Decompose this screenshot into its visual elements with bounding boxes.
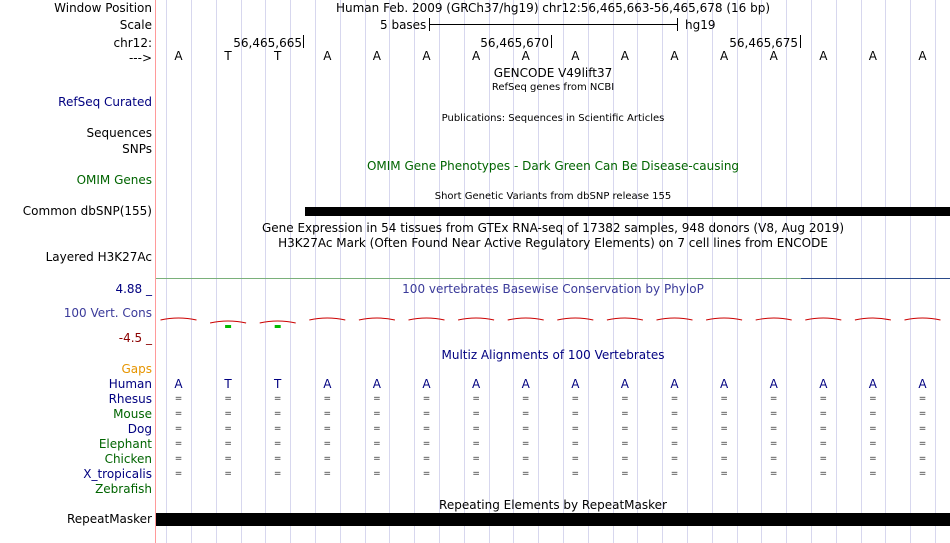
alignment-match-symbol: = — [720, 439, 728, 449]
gencode-track-title[interactable]: GENCODE V49lift37 — [493, 66, 613, 80]
human-alignment-base: T — [224, 377, 232, 391]
phylop-track-label[interactable]: 100 Vert. Cons — [63, 306, 152, 320]
alignment-match-symbol: = — [621, 469, 629, 479]
species-label-zebrafish[interactable]: Zebrafish — [95, 482, 152, 496]
phylop-max-label: 4.88 _ — [115, 282, 152, 296]
alignment-match-symbol: = — [819, 409, 828, 419]
phylop-value-mark — [855, 318, 891, 320]
alignment-match-symbol: = — [174, 439, 183, 449]
repeatmasker-track-title: Repeating Elements by RepeatMasker — [439, 498, 667, 512]
sequences-track-label[interactable]: Sequences — [86, 126, 152, 140]
alignment-match-symbol: = — [373, 469, 381, 479]
alignment-match-symbol: = — [224, 469, 232, 479]
scale-bar — [429, 24, 677, 25]
alignment-match-symbol: = — [670, 409, 679, 419]
repeatmasker-track-label[interactable]: RepeatMasker — [66, 512, 152, 526]
alignment-match-symbol: = — [918, 409, 927, 419]
strand-label: ---> — [128, 51, 152, 65]
alignment-match-symbol: = — [769, 409, 778, 419]
alignment-match-symbol: = — [174, 409, 183, 419]
base-letter: A — [769, 49, 778, 63]
alignment-match-symbol: = — [571, 469, 580, 479]
phylop-wiggle-svg — [0, 312, 950, 332]
alignment-match-symbol: = — [273, 409, 282, 419]
alignment-match-symbol: = — [472, 424, 480, 434]
alignment-match-symbol: = — [422, 409, 431, 419]
base-letter: A — [521, 49, 530, 63]
coordinate-tick-mark-1 — [303, 35, 304, 48]
alignment-match-symbol: = — [323, 454, 332, 464]
human-alignment-base: A — [571, 377, 580, 391]
scale-bar-left-tick — [429, 18, 430, 31]
phylop-signal — [0, 312, 950, 332]
repeatmasker-feature-bar[interactable] — [156, 513, 950, 526]
phylop-value-mark — [706, 318, 742, 320]
human-alignment-base: A — [174, 377, 183, 391]
alignment-match-symbol: = — [571, 409, 580, 419]
human-alignment-base: A — [819, 377, 828, 391]
scale-bar-right-tick — [677, 18, 678, 31]
alignment-match-symbol: = — [918, 394, 927, 404]
chromosome-label: chr12: — [113, 36, 152, 50]
base-letter: A — [571, 49, 580, 63]
alignment-match-symbol: = — [869, 394, 877, 404]
alignment-match-symbol: = — [323, 439, 332, 449]
phylop-value-mark — [161, 318, 197, 320]
phylop-value-mark — [409, 318, 445, 320]
alignment-match-symbol: = — [174, 394, 183, 404]
human-alignment-base: A — [521, 377, 530, 391]
assembly-label: hg19 — [685, 18, 716, 32]
human-alignment-base: A — [670, 377, 679, 391]
alignment-match-symbol: = — [571, 424, 580, 434]
species-label-mouse[interactable]: Mouse — [113, 407, 152, 421]
base-letter: A — [422, 49, 431, 63]
phylop-min-label: -4.5 _ — [118, 331, 152, 345]
omim-track-label[interactable]: OMIM Genes — [76, 173, 152, 187]
alignment-match-symbol: = — [720, 409, 728, 419]
phylop-value-mark — [557, 318, 593, 320]
scale-label: Scale — [119, 18, 152, 32]
phylop-value-mark — [756, 318, 792, 320]
alignment-match-symbol: = — [472, 409, 480, 419]
alignment-match-symbol: = — [819, 454, 828, 464]
alignment-match-symbol: = — [373, 409, 381, 419]
alignment-match-symbol: = — [422, 394, 431, 404]
alignment-match-symbol: = — [273, 439, 282, 449]
alignment-match-symbol: = — [224, 454, 232, 464]
alignment-match-symbol: = — [769, 454, 778, 464]
phylop-value-mark — [458, 318, 494, 320]
alignment-match-symbol: = — [819, 394, 828, 404]
multiz-track-title: Multiz Alignments of 100 Vertebrates — [441, 348, 665, 362]
alignment-match-symbol: = — [670, 424, 679, 434]
alignment-match-symbol: = — [720, 469, 728, 479]
alignment-match-symbol: = — [670, 439, 679, 449]
base-sequence-row — [0, 49, 950, 65]
alignment-match-symbol: = — [422, 454, 431, 464]
base-letter: A — [918, 49, 927, 63]
alignment-match-symbol: = — [670, 394, 679, 404]
phylop-value-mark — [508, 318, 544, 320]
human-alignment-base: A — [372, 377, 381, 391]
alignment-match-symbol: = — [472, 454, 480, 464]
human-alignment-base: T — [274, 377, 282, 391]
gaps-label: Gaps — [121, 362, 152, 376]
scale-bar-text: 5 bases — [380, 18, 427, 32]
alignment-match-symbol: = — [422, 424, 431, 434]
alignment-match-symbol: = — [621, 424, 629, 434]
human-alignment-base: A — [422, 377, 431, 391]
alignment-match-symbol: = — [819, 439, 828, 449]
alignment-match-symbol: = — [869, 424, 877, 434]
alignment-match-symbol: = — [273, 454, 282, 464]
alignment-match-symbol: = — [670, 454, 679, 464]
alignment-match-symbol: = — [869, 439, 877, 449]
coordinate-tick-1: 56,465,665 — [233, 36, 302, 50]
alignment-match-symbol: = — [521, 439, 530, 449]
alignment-match-symbol: = — [918, 424, 927, 434]
alignment-match-symbol: = — [521, 469, 530, 479]
gtex-track-title: Gene Expression in 54 tissues from GTEx RNA-seq of 17382 samples, 948 donors (V8, Aug 2019) — [261, 221, 845, 235]
human-alignment-base: A — [769, 377, 778, 391]
alignment-match-symbol: = — [769, 394, 778, 404]
h3k27ac-signal-line-green — [156, 278, 801, 279]
phylop-value-mark — [309, 318, 345, 320]
alignment-match-symbol: = — [819, 424, 828, 434]
base-letter: A — [670, 49, 679, 63]
human-alignment-base: A — [323, 377, 332, 391]
phylop-value-mark — [359, 318, 395, 320]
alignment-match-symbol: = — [373, 394, 381, 404]
alignment-match-symbol: = — [224, 439, 232, 449]
coordinate-tick-mark-2 — [551, 35, 552, 48]
coordinate-tick-3: 56,465,675 — [729, 36, 798, 50]
species-label-chicken[interactable]: Chicken — [104, 452, 152, 466]
alignment-match-symbol: = — [571, 394, 580, 404]
human-alignment-base: A — [868, 377, 877, 391]
phylop-conserved-mark — [225, 325, 231, 328]
alignment-match-symbol: = — [621, 454, 629, 464]
alignment-match-symbol: = — [918, 454, 927, 464]
alignment-match-symbol: = — [521, 454, 530, 464]
alignment-match-symbol: = — [472, 439, 480, 449]
alignment-match-symbol: = — [869, 469, 877, 479]
alignment-match-symbol: = — [621, 394, 629, 404]
coordinate-tick-mark-3 — [800, 35, 801, 48]
base-letter: A — [819, 49, 828, 63]
coordinate-tick-2: 56,465,670 — [480, 36, 549, 50]
alignment-match-symbol: = — [819, 469, 828, 479]
phylop-conserved-mark — [275, 325, 281, 328]
species-label-elephant[interactable]: Elephant — [98, 437, 152, 451]
alignment-match-symbol: = — [571, 454, 580, 464]
alignment-match-symbol: = — [273, 394, 282, 404]
refseq-track-subtitle: RefSeq genes from NCBI — [491, 82, 615, 93]
alignment-match-symbol: = — [224, 424, 232, 434]
alignment-match-symbol: = — [174, 424, 183, 434]
alignment-match-symbol: = — [323, 409, 332, 419]
human-alignment-base: A — [471, 377, 481, 391]
alignment-match-symbol: = — [323, 394, 332, 404]
species-label-rhesus[interactable]: Rhesus — [108, 392, 152, 406]
alignment-match-symbol: = — [422, 469, 431, 479]
alignment-match-symbol: = — [174, 454, 183, 464]
phylop-value-mark — [607, 318, 643, 320]
snps-track-label[interactable]: SNPs — [122, 142, 152, 156]
phylop-value-mark — [210, 321, 246, 323]
h3k27ac-signal-line-blue — [801, 278, 950, 279]
base-letter: A — [868, 49, 877, 63]
species-label-x-tropicalis[interactable]: X_tropicalis — [83, 467, 152, 481]
alignment-match-symbol: = — [621, 439, 629, 449]
window-position-label: Window Position — [54, 1, 152, 15]
alignment-match-symbol: = — [323, 424, 332, 434]
alignment-match-symbol: = — [224, 409, 232, 419]
human-alignment-base: A — [620, 377, 629, 391]
omim-track-title: OMIM Gene Phenotypes - Dark Green Can Be Disease-causing — [366, 159, 740, 173]
phylop-value-mark — [805, 318, 841, 320]
base-letter: A — [174, 49, 183, 63]
alignment-match-symbol: = — [273, 424, 282, 434]
base-letter: A — [620, 49, 629, 63]
base-letter: T — [274, 49, 282, 63]
phylop-value-mark — [905, 318, 941, 320]
alignment-match-symbol: = — [224, 394, 232, 404]
species-label-human[interactable]: Human — [108, 377, 152, 391]
base-letter: A — [372, 49, 381, 63]
alignment-match-symbol: = — [472, 469, 480, 479]
publications-track-title: Publications: Sequences in Scientific Articles — [441, 113, 665, 124]
dbsnp-feature-bar[interactable] — [305, 207, 950, 216]
species-label-dog[interactable]: Dog — [127, 422, 152, 436]
base-letter: A — [719, 49, 729, 63]
alignment-match-symbol: = — [769, 439, 778, 449]
refseq-track-label[interactable]: RefSeq Curated — [58, 95, 152, 109]
phylop-track-title: 100 vertebrates Basewise Conservation by PhyloP — [402, 282, 704, 296]
alignment-match-symbol: = — [720, 394, 728, 404]
alignment-match-symbol: = — [918, 469, 927, 479]
human-alignment-base: A — [918, 377, 927, 391]
alignment-match-symbol: = — [373, 454, 381, 464]
phylop-value-mark — [657, 318, 693, 320]
alignment-match-symbol: = — [521, 424, 530, 434]
alignment-match-symbol: = — [472, 394, 480, 404]
alignment-match-symbol: = — [273, 469, 282, 479]
h3k27ac-track-label[interactable]: Layered H3K27Ac — [45, 250, 152, 264]
alignment-match-symbol: = — [373, 439, 381, 449]
phylop-value-mark — [260, 321, 296, 323]
alignment-match-symbol: = — [621, 409, 629, 419]
alignment-match-symbol: = — [670, 469, 679, 479]
base-letter: T — [224, 49, 232, 63]
alignment-match-symbol: = — [869, 454, 877, 464]
alignment-match-symbol: = — [869, 409, 877, 419]
alignment-match-symbol: = — [521, 394, 530, 404]
h3k27ac-track-title: H3K27Ac Mark (Often Found Near Active Regulatory Elements) on 7 cell lines from ENCODE — [278, 236, 828, 250]
alignment-match-symbol: = — [373, 424, 381, 434]
alignment-match-symbol: = — [720, 454, 728, 464]
alignment-match-symbol: = — [769, 469, 778, 479]
alignment-match-symbol: = — [571, 439, 580, 449]
dbsnp-track-label[interactable]: Common dbSNP(155) — [22, 204, 152, 218]
alignment-match-symbol: = — [720, 424, 728, 434]
alignment-match-symbol: = — [174, 469, 183, 479]
human-alignment-base: A — [719, 377, 729, 391]
alignment-match-symbol: = — [422, 439, 431, 449]
alignment-match-symbol: = — [918, 439, 927, 449]
alignment-match-symbol: = — [769, 424, 778, 434]
alignment-match-symbol: = — [323, 469, 332, 479]
alignment-match-symbol: = — [521, 409, 530, 419]
base-letter: A — [323, 49, 332, 63]
window-position-value: Human Feb. 2009 (GRCh37/hg19) chr12:56,465,663-56,465,678 (16 bp) — [335, 1, 770, 15]
base-letter: A — [471, 49, 481, 63]
dbsnp-track-title: Short Genetic Variants from dbSNP release 155 — [434, 191, 672, 202]
